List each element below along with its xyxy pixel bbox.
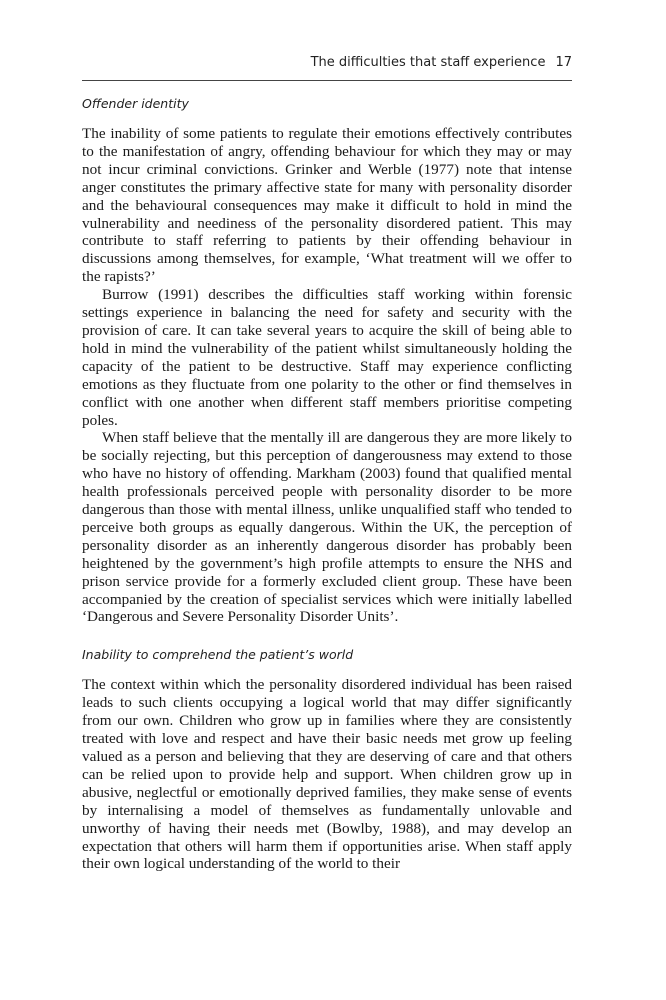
header-rule <box>82 80 572 81</box>
paragraph: Burrow (1991) describes the difficulties staff working within forensic settings experience in balancing the need for safety and security with the provision of care. It can take several years to acquire the skill of being able to hold in mind the vulnerability of the patient whilst simultaneously holding the capacity of the patient to be destructive. Staff may experience conflicting emotions as they fluctuate from one polarity to the other or find themselves in conflict with one another when different staff members prioritise competing poles. <box>82 286 572 429</box>
running-head <box>82 55 572 70</box>
paragraph: The context within which the personality disordered individual has been raised leads to such clients occupying a logical world that may differ significantly from our own. Children who grow up in families where they are consistently treated with love and respect and have their basic needs met grow up feeling valued as a person and believing that they are deserving of care and that others can be relied upon to provide help and support. When children grow up in abusive, neglectful or emotionally deprived families, they make sense of events by internalising a model of themselves as fundamentally unlovable and unworthy of having their needs met (Bowlby, 1988), and may develop an expectation that others will harm them if opportunities arise. When staff apply their own logical understanding of the world to their <box>82 676 572 873</box>
paragraph: The inability of some patients to regulate their emotions effectively contributes to the manifestation of angry, offending behaviour for which they may or may not incur criminal convictions. Grinker and Werble (1977) note that intense anger constitutes the primary affective state for many with personality disorder and the behavioural consequences may make it difficult to hold in mind the vulnerability and neediness of the personality disordered patient. This may contribute to staff referring to patients by their offending behaviour in discussions among themselves, for example, ‘What treatment will we offer to the rapists?’ <box>82 125 572 286</box>
section-heading-offender-identity: Offender identity <box>82 96 189 111</box>
running-title: The difficulties that staff experience <box>310 55 546 70</box>
page-number: 17 <box>555 55 572 70</box>
section-heading-inability-to-comprehend: Inability to comprehend the patient’s world <box>82 647 354 663</box>
page-body <box>82 95 572 873</box>
paragraph: When staff believe that the mentally ill are dangerous they are more likely to be socially rejecting, but this perception of dangerousness may extend to those who have no history of offending. Markham (2003) found that qualified mental health professionals perceived people with personality disorder to be more dangerous than those with mental illness, unlike unqualified staff who tended to perceive both groups as equally dangerous. Within the UK, the perception of personality disorder as an inherently dangerous disorder has probably been heightened by the government’s high profile attempts to ensure the NHS and prison service provide for a formerly excluded client group. These have been accompanied by the creation of specialist services which were initially labelled ‘Dangerous and Severe Personality Disorder Units’. <box>82 429 572 626</box>
